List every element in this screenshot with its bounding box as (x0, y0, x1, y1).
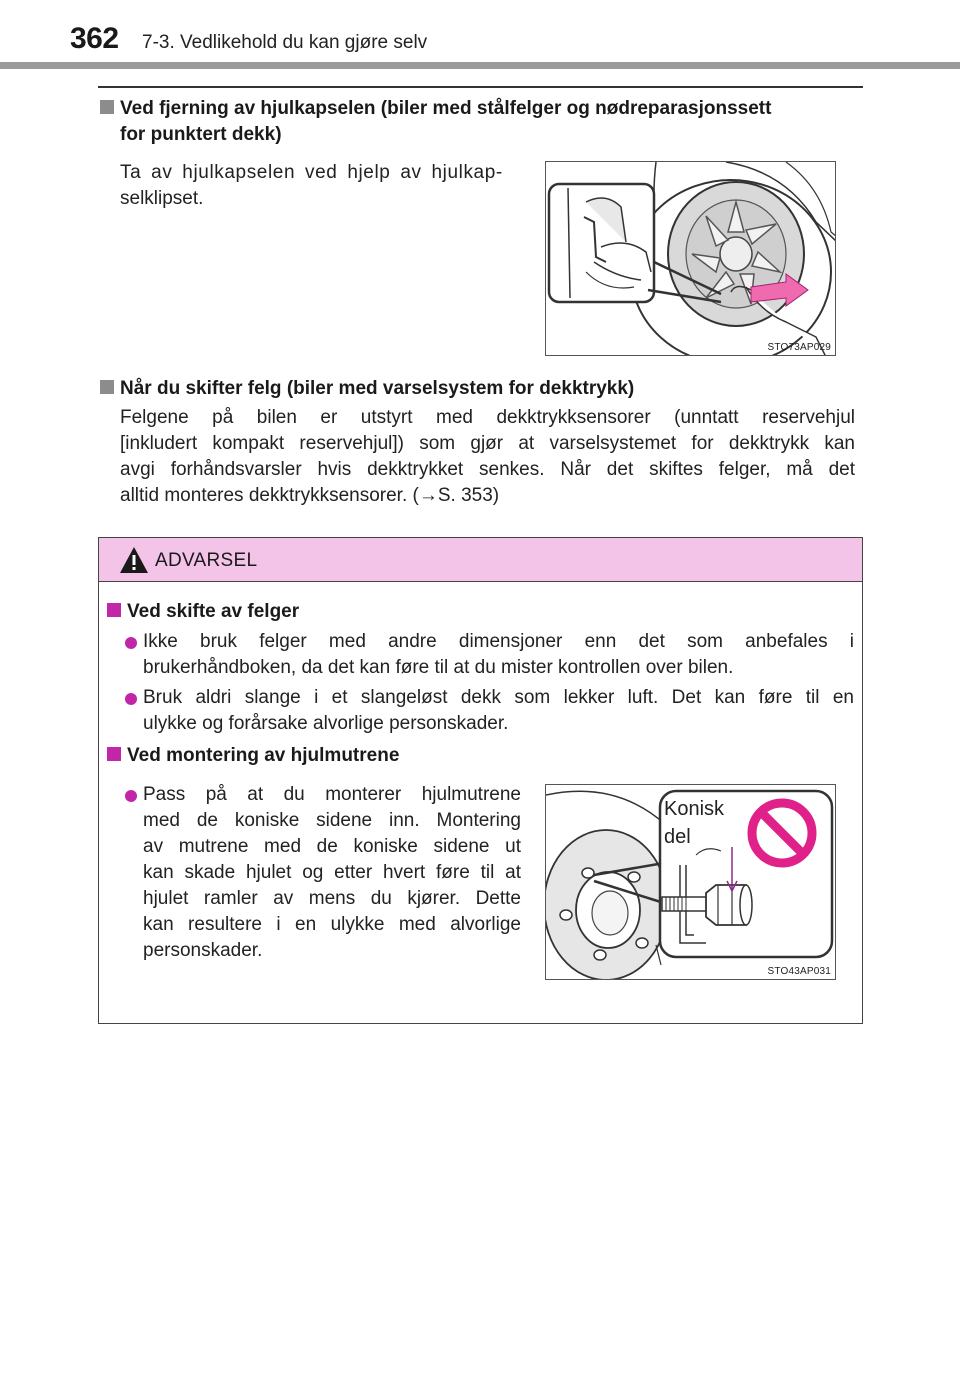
warning-bullet2-line1: Bruk aldri slange i et slangeløst dekk som lekker luft. Det kan føre til en (143, 687, 854, 708)
warning-bullet2-line2: ulykke og forårsake alvorlige personskader. (143, 713, 509, 734)
warning-nut-line1: Pass på at du monterer hjulmutrene (143, 784, 521, 805)
figure-code: STO73AP029 (767, 342, 831, 353)
warning-header (99, 538, 862, 582)
chapter-title: 7-3. Vedlikehold du kan gjøre selv (142, 32, 428, 53)
hubcap-text-line1: Ta av hjulkapselen ved hjelp av hjulkap- (120, 162, 503, 183)
callout-label-line1: Konisk (664, 798, 725, 820)
warning-nut-line6: kan resultere i en ulykke med alvorlige (143, 914, 521, 935)
bullet-dot-icon (125, 637, 137, 649)
header-rule (98, 86, 863, 88)
warning-box (98, 537, 863, 1024)
square-bullet-icon (100, 100, 114, 114)
section-heading-rim-change: Når du skifter felg (biler med varselsystem for dekktrykk) (100, 376, 860, 402)
rim-text-line3: avgi forhåndsvarsler hvis dekktrykket senkes. Når det skiftes felger, må det (120, 459, 855, 480)
bullet-dot-icon (125, 693, 137, 705)
warning-title: ADVARSEL (155, 550, 258, 571)
bullet-dot-icon (125, 790, 137, 802)
hubcap-text-line2: selklipset. (120, 188, 204, 209)
warning-sub-heading-rims: Ved skifte av felger (107, 599, 299, 625)
warning-sub-heading-nuts: Ved montering av hjulmutrene (107, 743, 399, 769)
warning-bullet1-line2: brukerhåndboken, da det kan føre til at du mister kontrollen over bilen. (143, 657, 734, 678)
warning-nut-line2: med de koniske sidene inn. Montering (143, 810, 521, 831)
warning-nut-line3: av mutrene med de koniske sidene ut (143, 836, 521, 857)
wheel-nut-figure (545, 784, 836, 980)
warning-nut-line5: hjulet ramler av mens du kjører. Dette (143, 888, 521, 909)
warning-nut-line7: personskader. (143, 940, 263, 961)
callout-label-line2: del (664, 826, 691, 848)
rim-text-line2: [inkludert kompakt reservehjul]) som gjør at varselsystemet for dekktrykk kan (120, 433, 855, 454)
square-bullet-icon (100, 380, 114, 394)
rim-text-line1: Felgene på bilen er utstyrt med dekktrykksensorer (unntatt reservehjul (120, 407, 855, 428)
hubcap-illustration (546, 162, 836, 356)
warning-triangle-icon (119, 546, 149, 574)
square-bullet-icon (107, 747, 121, 761)
square-bullet-icon (107, 603, 121, 617)
page-number: 362 (70, 22, 119, 55)
hubcap-figure (545, 161, 836, 356)
warning-nut-line4: kan skade hjulet og etter hvert føre til at (143, 862, 521, 883)
section-heading-hubcap: Ved fjerning av hjulkapselen (biler med stålfelger og nødreparasjonssett (100, 96, 860, 122)
section-heading-hubcap-cont: for punktert dekk) (120, 124, 282, 145)
rim-text-line4: alltid monteres dekktrykksensorer. (→S. 353) (120, 485, 500, 506)
figure-code: STO43AP031 (767, 966, 831, 977)
header-bar (0, 62, 960, 69)
warning-bullet1-line1: Ikke bruk felger med andre dimensjoner enn det som anbefales i (143, 631, 854, 652)
